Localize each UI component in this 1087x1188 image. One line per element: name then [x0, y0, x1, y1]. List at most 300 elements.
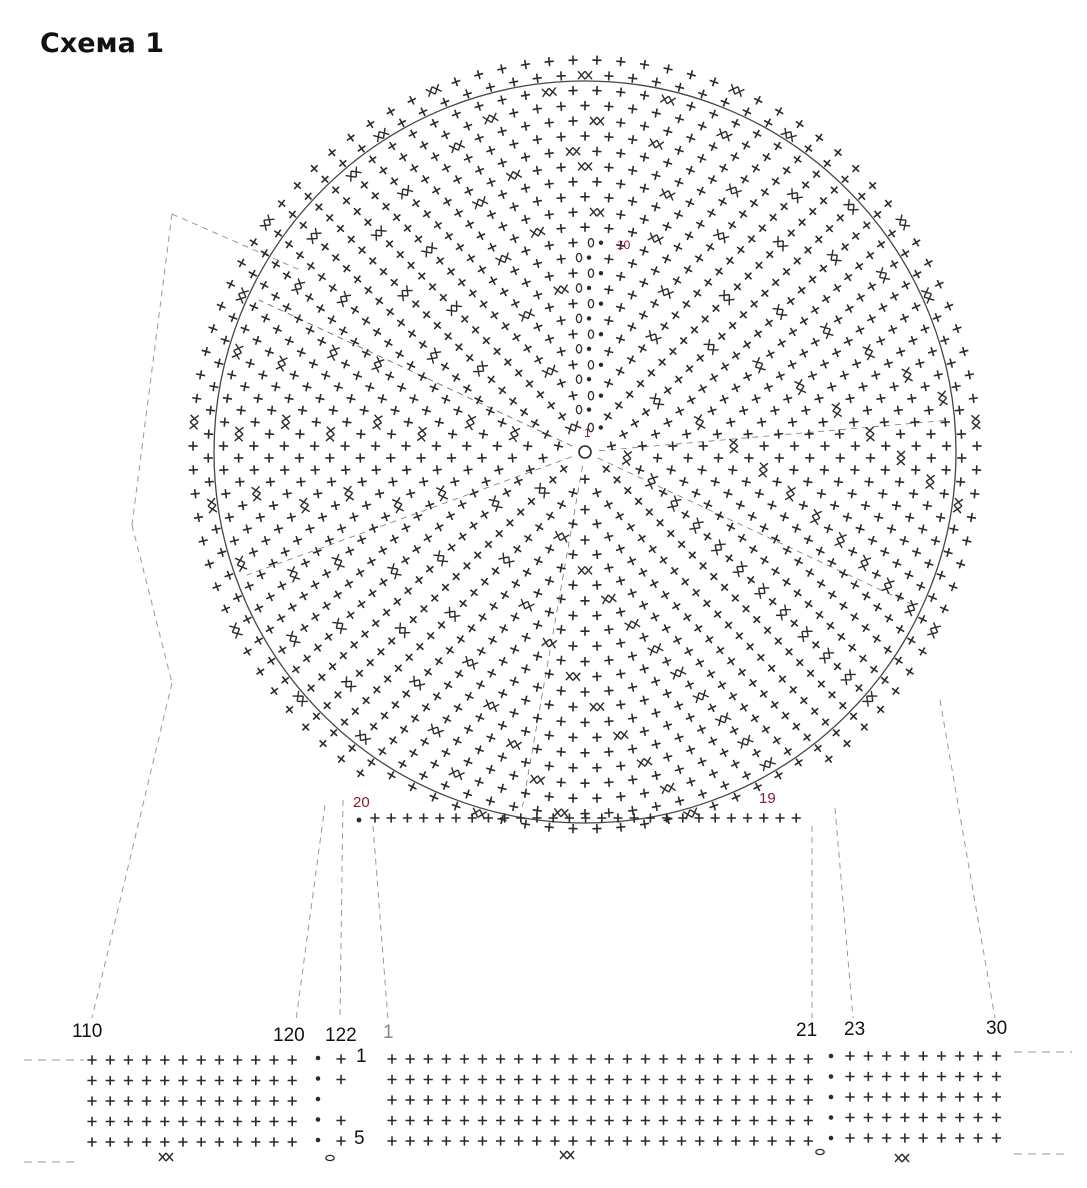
single-crochet-symbol [485, 795, 496, 806]
single-crochet-symbol [804, 429, 814, 439]
single-crochet-symbol [663, 814, 674, 825]
single-crochet-symbol [690, 487, 702, 499]
single-crochet-symbol [275, 197, 288, 210]
single-crochet-symbol [974, 1133, 983, 1142]
single-crochet-symbol [529, 417, 542, 430]
single-crochet-symbol [550, 1095, 559, 1104]
single-crochet-symbol [497, 157, 508, 168]
single-crochet-symbol [482, 538, 495, 551]
increase-symbol [337, 291, 351, 307]
single-crochet-symbol [602, 499, 614, 511]
single-crochet-symbol [377, 393, 388, 404]
slip-stitch-symbol [829, 1095, 834, 1100]
single-crochet-symbol [832, 313, 844, 325]
single-crochet-symbol [781, 745, 794, 758]
single-crochet-symbol [640, 406, 653, 419]
single-crochet-symbol [683, 453, 693, 463]
single-crochet-symbol [670, 600, 683, 613]
single-crochet-symbol [695, 1095, 704, 1104]
single-crochet-symbol [762, 382, 774, 394]
single-crochet-symbol [634, 464, 646, 476]
single-crochet-symbol [880, 465, 890, 475]
single-crochet-symbol [498, 623, 510, 635]
single-crochet-symbol [763, 248, 776, 261]
single-crochet-symbol [770, 734, 783, 747]
single-crochet-symbol [605, 1054, 614, 1063]
guide-dash-line [940, 700, 995, 1018]
increase-symbol [252, 486, 262, 501]
single-crochet-symbol [690, 586, 703, 599]
single-crochet-symbol [831, 347, 843, 359]
single-crochet-symbol [432, 655, 445, 668]
single-crochet-symbol [124, 1137, 133, 1146]
single-crochet-symbol [544, 543, 556, 555]
single-crochet-symbol [831, 282, 844, 295]
single-crochet-symbol [580, 748, 589, 757]
single-crochet-symbol [368, 522, 380, 534]
single-crochet-symbol [355, 244, 368, 257]
single-crochet-symbol [496, 384, 509, 397]
stitch-label-23: 23 [844, 1019, 866, 1040]
single-crochet-symbol [716, 195, 728, 207]
single-crochet-symbol [478, 1054, 487, 1063]
single-crochet-symbol [677, 1095, 686, 1104]
single-crochet-symbol [706, 173, 718, 185]
single-crochet-symbol [768, 1095, 777, 1104]
single-crochet-symbol [673, 700, 685, 712]
single-crochet-symbol [645, 366, 658, 379]
single-crochet-symbol [337, 649, 350, 662]
single-crochet-symbol [798, 347, 810, 359]
single-crochet-symbol [604, 71, 614, 81]
single-crochet-symbol [556, 410, 569, 423]
stitch-label-30: 30 [986, 1018, 1008, 1039]
single-crochet-symbol [269, 1117, 278, 1126]
increase-symbol [449, 140, 465, 153]
single-crochet-symbol [432, 465, 442, 475]
single-crochet-symbol [603, 563, 614, 574]
single-crochet-symbol [493, 464, 504, 475]
single-crochet-symbol [870, 369, 881, 380]
single-crochet-symbol [694, 351, 707, 364]
single-crochet-symbol [204, 477, 214, 487]
single-crochet-symbol [672, 373, 685, 386]
single-crochet-symbol [391, 595, 404, 608]
single-crochet-symbol [568, 55, 577, 64]
single-crochet-symbol [708, 76, 720, 88]
increase-symbol [902, 367, 913, 382]
single-crochet-symbol [711, 813, 720, 822]
single-crochet-symbol [615, 669, 626, 680]
chain-symbol [588, 299, 593, 307]
single-crochet-symbol [317, 737, 330, 750]
single-crochet-symbol [826, 589, 839, 602]
single-crochet-symbol [627, 289, 638, 300]
single-crochet-symbol [288, 1076, 297, 1085]
single-crochet-symbol [496, 1095, 505, 1104]
single-crochet-symbol [741, 338, 754, 351]
single-crochet-symbol [957, 453, 966, 462]
single-crochet-symbol [904, 512, 915, 523]
single-crochet-symbol [911, 441, 920, 450]
single-crochet-symbol [911, 465, 921, 475]
single-crochet-symbol [478, 508, 491, 521]
guide-dash-line [132, 214, 172, 525]
single-crochet-symbol [204, 453, 213, 462]
single-crochet-symbol [674, 113, 685, 124]
single-crochet-symbol [697, 465, 707, 475]
single-crochet-symbol [496, 1116, 505, 1125]
single-crochet-symbol [501, 356, 514, 369]
single-crochet-symbol [700, 597, 713, 610]
single-crochet-symbol [626, 555, 638, 567]
single-crochet-symbol [475, 230, 487, 242]
single-crochet-symbol [251, 1117, 260, 1126]
single-crochet-symbol [894, 591, 906, 603]
single-crochet-symbol [406, 94, 418, 106]
single-crochet-symbol [496, 417, 508, 429]
increase-symbol [711, 539, 726, 555]
single-crochet-symbol [845, 1113, 854, 1122]
single-crochet-symbol [889, 381, 900, 392]
single-crochet-symbol [715, 330, 728, 343]
single-crochet-symbol [587, 1054, 596, 1063]
single-crochet-symbol [288, 1137, 297, 1146]
single-crochet-symbol [661, 221, 673, 233]
single-crochet-symbol [371, 441, 380, 450]
single-crochet-symbol [758, 186, 771, 199]
single-crochet-symbol [738, 701, 751, 714]
single-crochet-symbol [731, 1054, 740, 1063]
chain-symbol [588, 391, 593, 399]
single-crochet-symbol [580, 596, 589, 605]
single-crochet-symbol [463, 690, 475, 702]
single-crochet-symbol [299, 557, 311, 569]
single-crochet-symbol [992, 1051, 1001, 1060]
single-crochet-symbol [730, 349, 743, 362]
single-crochet-symbol [418, 139, 430, 151]
single-crochet-symbol [189, 465, 199, 475]
increase-symbol [232, 344, 244, 360]
single-crochet-symbol [268, 500, 279, 511]
single-crochet-symbol [668, 441, 678, 451]
single-crochet-symbol [820, 293, 833, 306]
single-crochet-symbol [604, 193, 614, 203]
single-crochet-symbol [532, 1116, 541, 1125]
single-crochet-symbol [923, 558, 935, 570]
single-crochet-symbol [538, 453, 548, 463]
single-crochet-symbol [260, 535, 271, 546]
single-crochet-symbol [864, 1113, 873, 1122]
single-crochet-symbol [822, 753, 835, 766]
single-crochet-symbol [592, 55, 601, 64]
single-crochet-symbol [772, 477, 783, 488]
single-crochet-symbol [685, 744, 697, 756]
slip-stitch-symbol [599, 241, 603, 245]
single-crochet-symbol [639, 183, 650, 194]
single-crochet-symbol [160, 1055, 169, 1064]
single-crochet-symbol [465, 622, 478, 635]
single-crochet-symbol [497, 95, 508, 106]
single-crochet-symbol [568, 1095, 577, 1104]
single-crochet-symbol [298, 590, 310, 602]
single-crochet-symbol [364, 118, 377, 131]
single-crochet-symbol [371, 465, 381, 475]
guide-dash-line [373, 826, 388, 1020]
single-crochet-symbol [650, 676, 662, 688]
single-crochet-symbol [650, 429, 661, 440]
single-crochet-symbol [786, 1116, 795, 1125]
single-crochet-symbol [780, 576, 793, 589]
single-crochet-symbol [775, 453, 784, 462]
single-crochet-symbol [215, 1137, 224, 1146]
slip-stitch-symbol [599, 301, 603, 305]
single-crochet-symbol [733, 629, 746, 642]
single-crochet-symbol [442, 1136, 451, 1145]
single-crochet-symbol [939, 489, 949, 499]
increase-symbol [729, 439, 738, 453]
single-crochet-symbol [760, 151, 773, 164]
single-crochet-symbol [815, 678, 828, 691]
single-crochet-symbol [768, 1075, 777, 1084]
single-crochet-symbol [835, 429, 845, 439]
single-crochet-symbol [550, 1054, 559, 1063]
single-crochet-symbol [864, 1072, 873, 1081]
strip-row-label-1: 1 [356, 1046, 367, 1067]
single-crochet-symbol [731, 1095, 740, 1104]
single-crochet-symbol [781, 544, 793, 556]
single-crochet-symbol [729, 592, 742, 605]
single-crochet-symbol [738, 405, 749, 416]
single-crochet-symbol [604, 285, 614, 295]
single-crochet-symbol [592, 86, 601, 95]
single-crochet-symbol [707, 141, 719, 153]
increase-symbol [341, 676, 357, 692]
single-crochet-symbol [695, 1054, 704, 1063]
single-crochet-symbol [795, 284, 808, 297]
single-crochet-symbol [288, 1096, 297, 1105]
single-crochet-symbol [532, 713, 543, 724]
single-crochet-symbol [442, 330, 455, 343]
increase-symbol [287, 566, 300, 582]
single-crochet-symbol [197, 1117, 206, 1126]
single-crochet-symbol [417, 602, 430, 615]
single-crochet-symbol [382, 337, 395, 350]
single-crochet-symbol [786, 1136, 795, 1145]
single-crochet-symbol [627, 227, 638, 238]
single-crochet-symbol [215, 1117, 224, 1126]
single-crochet-symbol [659, 1054, 668, 1063]
single-crochet-symbol [685, 101, 696, 112]
single-crochet-symbol [197, 1055, 206, 1064]
single-crochet-symbol [556, 254, 566, 264]
single-crochet-symbol [813, 609, 826, 622]
single-crochet-symbol [951, 323, 963, 335]
single-crochet-symbol [568, 1136, 577, 1145]
single-crochet-symbol [786, 359, 798, 371]
increase-symbol [371, 225, 387, 240]
side-strip [87, 1051, 1001, 1162]
single-crochet-symbol [142, 1117, 151, 1126]
slip-stitch-symbol [587, 347, 591, 351]
single-crochet-symbol [760, 723, 773, 736]
single-crochet-symbol [442, 1116, 451, 1125]
single-crochet-symbol [386, 140, 399, 153]
single-crochet-symbol [627, 775, 637, 785]
single-crochet-symbol [544, 271, 555, 282]
magic-ring-symbol [579, 446, 591, 458]
increase-symbol [409, 676, 425, 691]
single-crochet-symbol [604, 162, 614, 172]
single-crochet-symbol [580, 101, 589, 110]
increase-symbol [395, 623, 411, 639]
single-crochet-symbol [659, 1075, 668, 1084]
single-crochet-symbol [354, 566, 366, 578]
increase-symbol [694, 415, 705, 431]
single-crochet-symbol [532, 1054, 541, 1063]
single-crochet-symbol [630, 813, 639, 822]
single-crochet-symbol [776, 672, 789, 685]
single-crochet-symbol [532, 555, 544, 567]
single-crochet-symbol [785, 227, 798, 240]
single-crochet-symbol [864, 1051, 873, 1060]
single-crochet-symbol [919, 1113, 928, 1122]
single-crochet-symbol [873, 512, 884, 523]
increase-symbol [207, 498, 217, 513]
single-crochet-symbol [704, 241, 717, 254]
single-crochet-symbol [413, 640, 426, 653]
single-crochet-symbol [308, 358, 320, 370]
single-crochet-symbol [926, 429, 936, 439]
single-crochet-symbol [951, 381, 962, 392]
single-crochet-symbol [328, 405, 339, 416]
single-crochet-symbol [809, 336, 821, 348]
single-crochet-symbol [713, 510, 725, 522]
increase-symbol [819, 648, 834, 664]
single-crochet-symbol [310, 441, 319, 450]
single-crochet-symbol [298, 622, 311, 635]
single-crochet-symbol [568, 238, 578, 248]
increase-symbol [689, 518, 703, 534]
single-crochet-symbol [726, 219, 739, 232]
single-crochet-symbol [409, 712, 422, 725]
single-crochet-symbol [514, 506, 527, 519]
single-crochet-symbol [406, 1075, 415, 1084]
single-crochet-symbol [394, 248, 407, 261]
single-crochet-symbol [616, 761, 626, 771]
single-crochet-symbol [532, 813, 541, 822]
single-crochet-symbol [424, 1054, 433, 1063]
single-crochet-symbol [387, 1095, 396, 1104]
single-crochet-symbol [568, 116, 578, 126]
single-crochet-symbol [468, 813, 477, 822]
single-crochet-symbol [219, 441, 228, 450]
increase-symbol [281, 415, 290, 430]
guide-lines [24, 214, 1072, 1162]
single-crochet-symbol [696, 120, 708, 132]
increase-symbol [554, 808, 568, 817]
increase-symbol [752, 357, 765, 373]
single-crochet-symbol [804, 566, 816, 578]
single-crochet-symbol [544, 179, 554, 189]
single-crochet-symbol [798, 500, 809, 511]
single-crochet-symbol [520, 819, 531, 830]
single-crochet-symbol [508, 139, 519, 150]
single-crochet-symbol [615, 271, 626, 282]
single-crochet-symbol [456, 530, 469, 543]
single-crochet-symbol [283, 335, 295, 347]
single-crochet-symbol [311, 417, 321, 427]
single-crochet-symbol [428, 592, 441, 605]
single-crochet-symbol [636, 342, 649, 355]
single-crochet-symbol [315, 393, 326, 404]
single-crochet-symbol [850, 465, 860, 475]
single-crochet-symbol [745, 574, 758, 587]
single-crochet-symbol [758, 522, 770, 534]
single-crochet-symbol [711, 608, 724, 621]
single-crochet-symbol [313, 488, 324, 499]
single-crochet-symbol [686, 549, 699, 562]
single-crochet-symbol [638, 663, 649, 674]
single-crochet-symbol [441, 195, 453, 207]
slip-stitch-symbol [829, 1136, 834, 1141]
single-crochet-symbol [871, 601, 883, 613]
single-crochet-symbol [567, 487, 578, 498]
single-crochet-symbol [507, 453, 517, 463]
single-crochet-symbol [706, 702, 718, 714]
single-crochet-symbol [462, 723, 474, 735]
single-crochet-symbol [941, 465, 951, 475]
single-crochet-symbol [416, 370, 428, 382]
single-crochet-symbol [710, 476, 721, 487]
single-crochet-symbol [713, 1095, 722, 1104]
single-crochet-symbol [637, 309, 649, 321]
single-crochet-symbol [836, 699, 849, 712]
single-crochet-symbol [705, 207, 717, 219]
single-crochet-symbol [544, 118, 554, 128]
single-crochet-symbol [292, 313, 304, 325]
single-crochet-symbol [178, 1055, 187, 1064]
single-crochet-symbol [646, 813, 655, 822]
single-crochet-symbol [615, 607, 626, 618]
single-crochet-symbol [308, 162, 321, 175]
single-crochet-symbol [390, 405, 401, 416]
single-crochet-symbol [87, 1076, 96, 1085]
single-crochet-symbol [87, 1117, 96, 1126]
single-crochet-symbol [859, 622, 872, 635]
single-crochet-symbol [219, 334, 231, 346]
single-crochet-symbol [544, 240, 555, 251]
single-crochet-symbol [474, 679, 486, 691]
single-crochet-symbol [592, 824, 601, 833]
single-crochet-symbol [377, 544, 389, 556]
single-crochet-symbol [540, 428, 552, 440]
single-crochet-symbol [512, 475, 524, 487]
single-crochet-symbol [351, 205, 364, 218]
single-crochet-symbol [344, 545, 356, 557]
single-crochet-symbol [249, 441, 258, 450]
single-crochet-symbol [499, 320, 512, 333]
single-crochet-symbol [544, 148, 554, 158]
increase-symbol [728, 84, 744, 97]
increase-symbol [713, 229, 729, 243]
single-crochet-symbol [746, 677, 759, 690]
single-crochet-symbol [597, 813, 606, 822]
single-crochet-symbol [681, 611, 694, 624]
single-crochet-symbol [234, 453, 243, 462]
single-crochet-symbol [768, 1054, 777, 1063]
single-crochet-symbol [299, 721, 312, 734]
